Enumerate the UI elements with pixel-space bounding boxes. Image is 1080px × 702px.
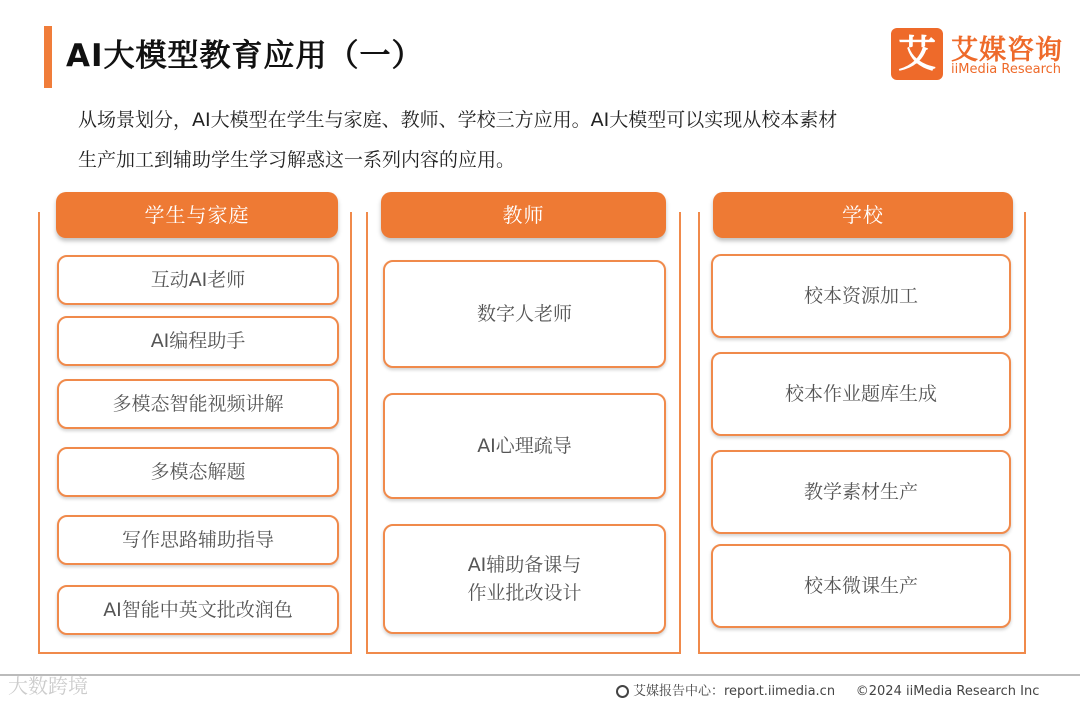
footer-divider — [0, 674, 1080, 676]
item-ai-lesson-prep — [383, 524, 666, 634]
column-header-students-family: 学生与家庭 — [56, 192, 338, 238]
item-ai-psychological-counseling: AI心理疏导 — [383, 393, 666, 499]
logo-name-cn: 艾媒咨询 — [951, 35, 1063, 66]
item-teaching-material-production: 教学素材生产 — [711, 450, 1011, 534]
item-multimodal-problem-solving: 多模态解题 — [57, 447, 339, 497]
column-school — [698, 203, 1026, 654]
footer-source — [616, 680, 1039, 699]
logo-icon: 艾 — [891, 28, 943, 80]
title-accent-bar — [44, 26, 52, 88]
iimedia-logo — [891, 28, 1061, 82]
watermark: 大数跨境 — [8, 674, 88, 698]
item-ai-programming-assistant: AI编程助手 — [57, 316, 339, 366]
item-ai-lesson-prep-line-1: AI辅助备课与 — [467, 554, 582, 576]
page-title: AI大模型教育应用（一） — [66, 38, 424, 74]
item-school-microcourse: 校本微课生产 — [711, 544, 1011, 628]
item-ai-lesson-prep-line-2: 作业批改设计 — [467, 582, 582, 604]
logo-name-en: iiMedia Research — [951, 62, 1062, 77]
column-header-school: 学校 — [713, 192, 1013, 238]
item-interactive-ai-teacher: 互动AI老师 — [57, 255, 339, 305]
item-multimodal-video-explanation: 多模态智能视频讲解 — [57, 379, 339, 429]
column-students-family — [38, 203, 352, 654]
globe-icon — [616, 685, 629, 698]
intro-line-2: 生产加工到辅助学生学习解惑这一系列内容的应用。 — [78, 149, 516, 171]
item-writing-guidance: 写作思路辅助指导 — [57, 515, 339, 565]
item-school-resource-processing: 校本资源加工 — [711, 254, 1011, 338]
item-digital-human-teacher: 数字人老师 — [383, 260, 666, 368]
intro-line-1: 从场景划分，AI大模型在学生与家庭、教师、学校三方应用。AI大模型可以实现从校本素材 — [78, 109, 838, 131]
item-school-question-bank: 校本作业题库生成 — [711, 352, 1011, 436]
source-text: 艾媒报告中心：report.iimedia.cn — [633, 684, 836, 699]
intro-paragraph — [78, 100, 1038, 180]
item-ai-essay-correction: AI智能中英文批改润色 — [57, 585, 339, 635]
column-teachers — [366, 203, 681, 654]
column-header-teachers: 教师 — [381, 192, 666, 238]
copyright-text: ©2024 iiMedia Research Inc — [855, 684, 1040, 699]
